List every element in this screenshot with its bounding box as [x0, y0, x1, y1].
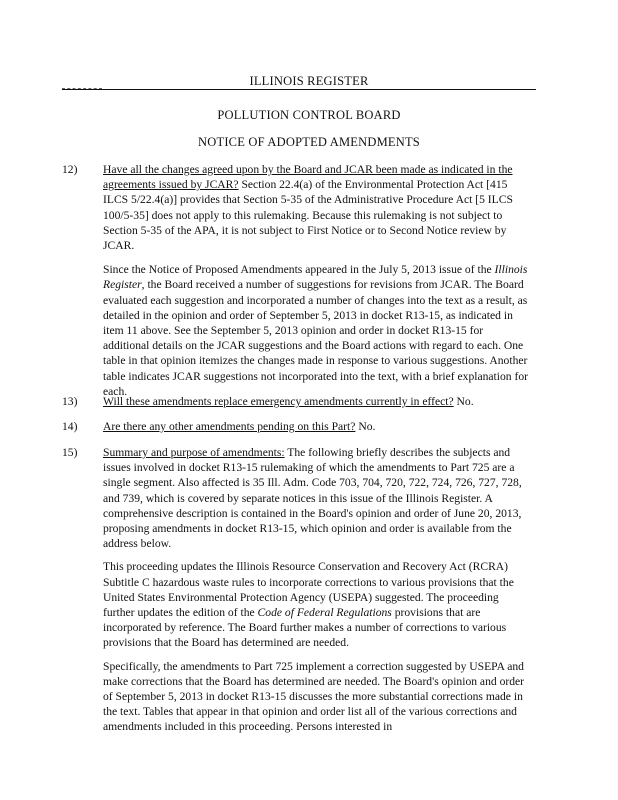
item-14-paragraph — [103, 419, 532, 434]
item-12-paragraph-1 — [103, 162, 532, 253]
item-15-italic: Code of Federal Regulations — [257, 606, 392, 620]
item-15-summary: The following briefly describes the subjects and issues involved in docket R13-15 rulemaking of which the amendments to Part 725 are a single segment. Also affected is 35 Ill. Adm. Code 703, 704, 720, 722, 724, 726, 727, 728, and 739, which is covered by separate notices in this issue of the Illinois Register. A comprehensive description is contained in the Board's opinion and order of June 20, 2013, proposing amendments in docket R13-15, which opinion and order is available from the address below. — [103, 446, 522, 551]
item-15-heading: Summary and purpose of amendments: — [103, 446, 285, 459]
item-number: 14) — [62, 420, 78, 433]
item-number: 15) — [62, 446, 78, 459]
item-15 — [62, 445, 532, 735]
item-13 — [62, 394, 532, 409]
item-12-question: Have all the changes agreed upon by the Board and JCAR been made as indicated in the agreements issued by JCAR? — [103, 163, 513, 192]
item-15-paragraph-2 — [103, 559, 532, 650]
item-12-answer: Section 22.4(a) of the Environmental Protection Act [415 ILCS 5/22.4(a)] provides that Section 5-35 of the Administrative Procedure Act [5 ILCS 100/5-35] does not apply to this rulemaking. Because this rulemaking is not subject to Section 5-35 of the APA, it is not subject to First Notice or to Second Notice review by JCAR. — [103, 178, 513, 253]
item-12-text-a: Since the Notice of Proposed Amendments appeared in the July 5, 2013 issue of the — [103, 263, 495, 277]
item-14-question: Are there any other amendments pending on this Part? — [103, 420, 356, 433]
item-13-answer: No. — [453, 395, 474, 408]
notice-title: NOTICE OF ADOPTED AMENDMENTS — [198, 135, 420, 149]
item-number: 12) — [62, 163, 78, 176]
item-13-question: Will these amendments replace emergency amendments currently in effect? — [103, 395, 454, 408]
board-title: POLLUTION CONTROL BOARD — [217, 108, 401, 122]
item-15-text-a: This proceeding updates the Illinois Resource Conservation and Recovery Act (RCRA) Subtitle C hazardous waste rules to incorporate corrections to various provisions that the United States Environmental Protection Agency (USEPA) suggested. The proceeding further updates the edition of the — [103, 560, 514, 620]
item-12-italic: Illinois Register — [103, 263, 528, 292]
item-12-text-b: , the Board received a number of suggestions for revisions from JCAR. The Board evaluated each suggestion and incorporated a number of changes into the text as a result, as detailed in the opinion and order of September 5, 2013 in docket R13-15, as indicated in item 11 above. See the September 5, 2013 opinion and order in docket R13-15 for additional details on the JCAR suggestions and the Board actions with regard to each. One table in that opinion itemizes the changes made in response to various suggestions. Another table indicates JCAR suggestions not incorporated into the text, with a brief explanation for each. — [103, 278, 529, 398]
item-14 — [62, 419, 532, 434]
item-12 — [62, 162, 532, 399]
item-12-paragraph-2 — [103, 262, 532, 399]
item-13-paragraph — [103, 394, 532, 409]
item-14-answer: No. — [355, 420, 376, 433]
item-number: 13) — [62, 395, 78, 408]
item-15-paragraph-1 — [103, 445, 532, 551]
item-15-paragraph-3: Specifically, the amendments to Part 725 implement a correction suggested by USEPA and make corrections that the Board has determined are needed. The Board's opinion and order of September 5, 2013 in docket R13-15 discusses the more substantial corrections made in the text. Tables that appear in that opinion and order list all of the various corrections and amendments included in this proceeding. Persons interested in — [103, 659, 525, 734]
register-title: ILLINOIS REGISTER — [249, 74, 369, 88]
item-15-text-b: provisions that are incorporated by reference. The Board further makes a number of corrections to various provisions that the Board has determined are needed. — [103, 606, 507, 650]
